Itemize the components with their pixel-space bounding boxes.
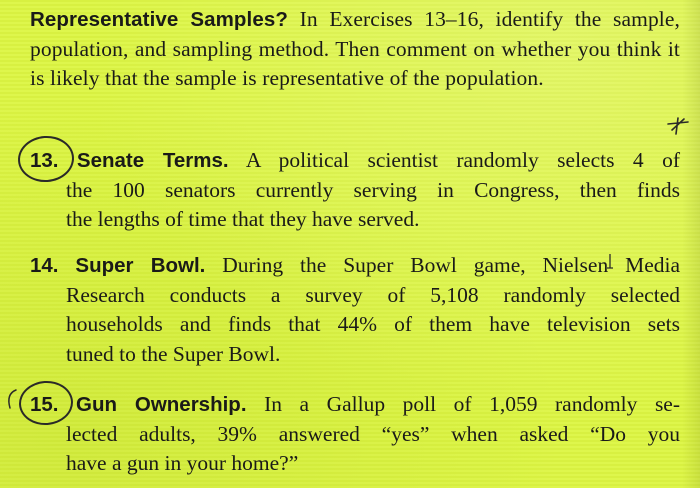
exercise-line: lected adults, 39% answered “yes” when asked “Do you — [66, 421, 680, 446]
exercise-number: 14. — [30, 254, 59, 277]
exercise-line: the 100 senators currently serving in Congress, then finds — [66, 177, 680, 202]
exercise-number: 15. — [30, 393, 59, 416]
exercise-line: tuned to the Super Bowl. — [66, 341, 281, 366]
exercise-13 — [30, 146, 680, 235]
intro-heading: Representative Samples? — [30, 8, 288, 31]
pen-tick-icon — [2, 388, 18, 410]
exercise-15 — [30, 390, 680, 479]
exercise-text: A political scientist randomly selects 4 of — [245, 148, 680, 172]
exercise-text: In a Gallup poll of 1,059 randomly se- — [264, 392, 681, 416]
exercise-line — [30, 146, 680, 176]
pen-tick-icon — [604, 252, 616, 270]
exercise-title: Senate Terms. — [76, 149, 229, 172]
intro-text: In Exercises 13–16, identify the sample, population, and sampling method. Then comment on whether you think it is likely that the sample is representative of the population. — [30, 7, 680, 90]
exercise-line — [30, 251, 680, 281]
exercise-line: Research conducts a survey of 5,108 randomly selected — [66, 282, 680, 307]
exercise-number: 13. — [30, 149, 59, 172]
exercise-line: households and finds that 44% of them have television sets — [66, 312, 680, 336]
exercise-text: During the Super Bowl game, Nielsen Media — [222, 253, 681, 277]
exercise-title: Super Bowl. — [75, 254, 206, 277]
exercise-title: Gun Ownership. — [76, 393, 247, 416]
intro-paragraph — [30, 5, 680, 94]
exercise-14 — [30, 251, 680, 369]
exercise-line — [30, 390, 680, 420]
page-edge-shadow — [682, 0, 700, 488]
exercise-line: the lengths of time that they have served. — [66, 207, 420, 231]
exercise-line: have a gun in your home?” — [66, 451, 299, 475]
